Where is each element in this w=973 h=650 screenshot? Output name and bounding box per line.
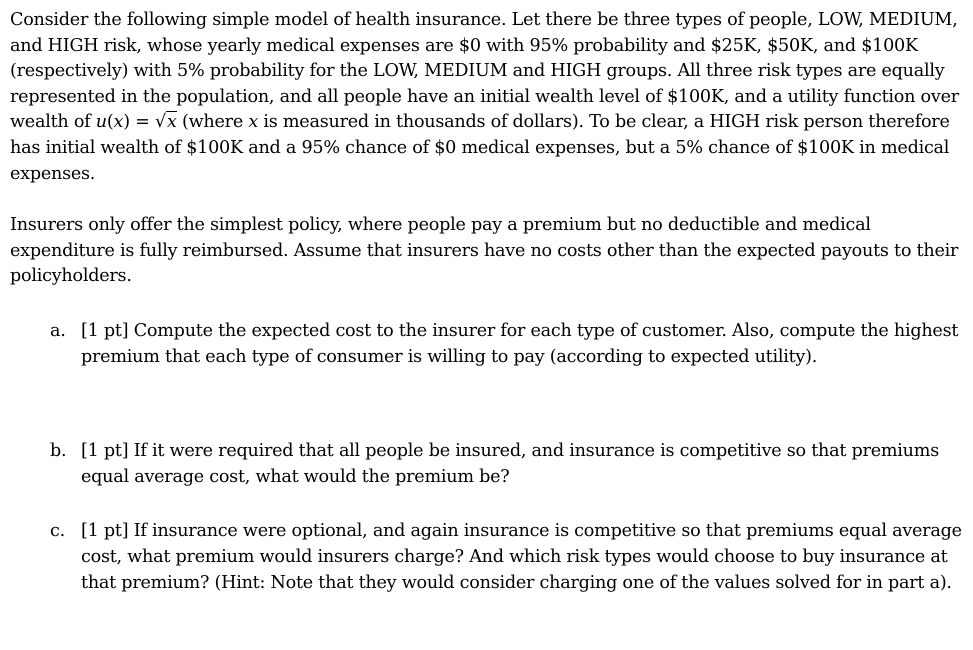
intro-paragraph <box>10 8 965 187</box>
question-a <box>10 319 965 370</box>
question-marker: c. <box>50 521 65 542</box>
question-marker: b. <box>50 441 67 462</box>
intro-text-2: (where <box>176 112 249 133</box>
sqrt-argument: x <box>166 112 177 133</box>
document-body <box>10 8 965 596</box>
setup-paragraph: Insurers only offer the simplest policy, where people pay a premium but no deductible and medical expenditure is fully reimbursed. Assume that insurers have no costs other than the expected payouts to their policyholders. <box>10 215 959 287</box>
utility-function-formula: u(x) = √x <box>95 112 177 133</box>
question-marker: a. <box>50 320 66 341</box>
variable-x: x <box>248 112 259 133</box>
question-c <box>10 519 965 596</box>
question-text: [1 pt] If insurance were optional, and again insurance is competitive so that premiums equal average cost, what premium would insurers charge? And which risk types would choose to buy insurance at that premium? (Hint: Note that they would consider charging one of the values solved for in part a). <box>81 521 962 593</box>
sqrt-symbol: √ <box>155 112 166 133</box>
question-text: [1 pt] If it were required that all people be insured, and insurance is competitive so that premiums equal average cost, what would the premium be? <box>81 441 939 487</box>
question-b <box>10 439 965 490</box>
intro-text-3: is measured in thousands of dollars). To be clear, a HIGH risk person therefore has initial wealth of $100K and a 95% chance of $0 medical expenses, but a 5% chance of $100K in medical expenses. <box>10 112 950 184</box>
question-list <box>10 319 965 596</box>
intro-text-1: Consider the following simple model of health insurance. Let there be three types of people, LOW, MEDIUM, and HIGH risk, whose yearly medical expenses are $0 with 95% probability and $25K, $50K, and $100K (respectively) with 5% probability for the LOW, MEDIUM and HIGH groups. All three risk types are equally represented in the population, and all people have an initial wealth level of $100K, and a utility function over wealth of <box>10 10 959 133</box>
question-text: [1 pt] Compute the expected cost to the insurer for each type of customer. Also, compute the highest premium that each type of consumer is willing to pay (according to expected utility). <box>81 320 959 367</box>
